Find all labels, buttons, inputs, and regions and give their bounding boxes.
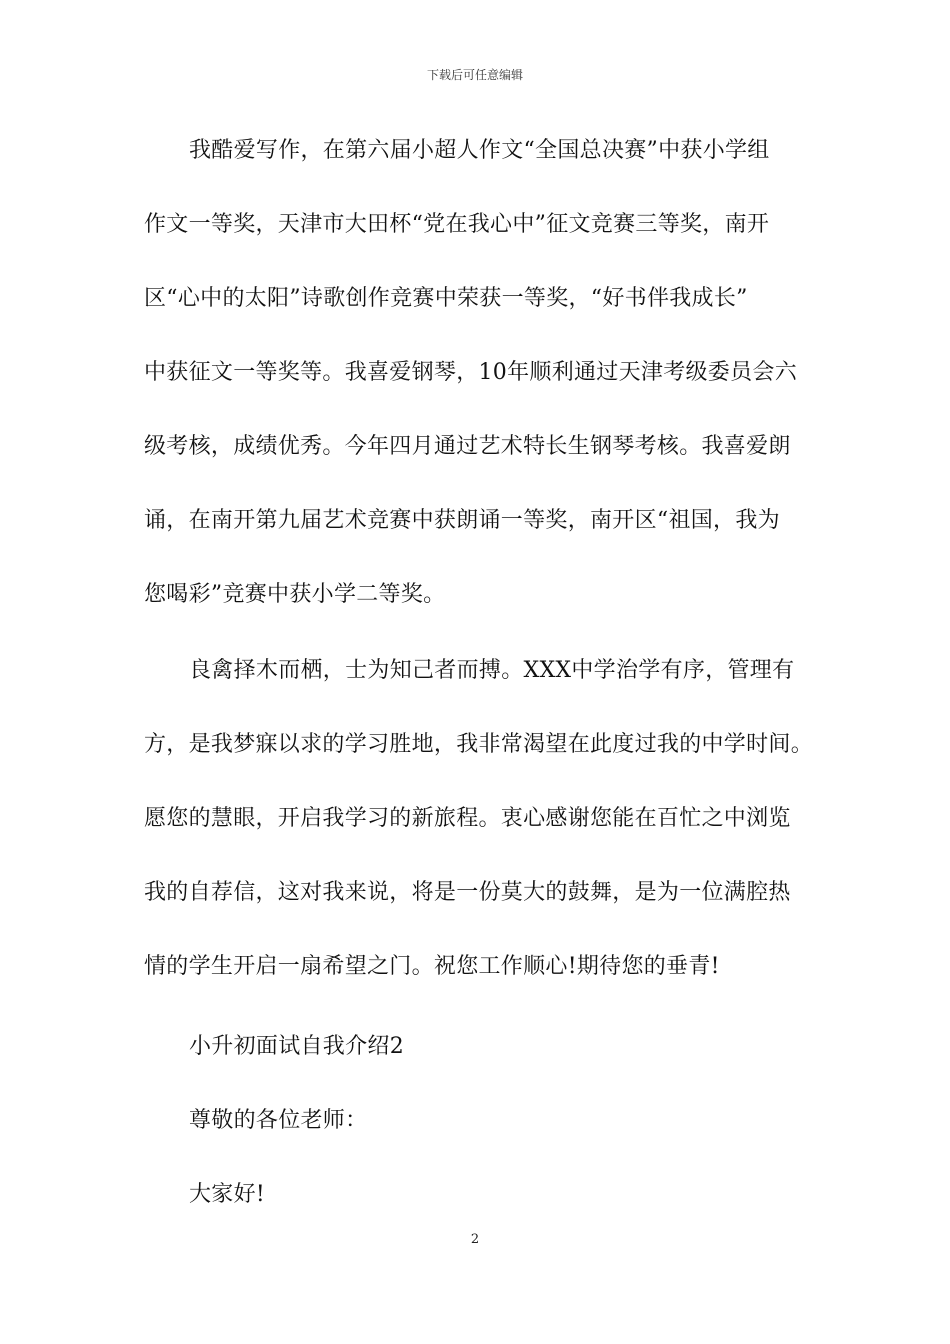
paragraph-1-line-1: 我酷爱写作，在第六届小超人作文“全国总决赛”中获小学组 [189, 138, 770, 163]
paragraph-2-line-1: 良禽择木而栖，士为知己者而搏。XXX中学治学有序，管理有 [189, 658, 795, 683]
page-number: 2 [470, 1232, 480, 1247]
paragraph-1-line-6: 诵，在南开第九届艺术竞赛中获朗诵一等奖，南开区“祖国，我为 [144, 508, 780, 533]
paragraph-1-line-3: 区“心中的太阳”诗歌创作竞赛中荣获一等奖，“好书伴我成长” [144, 286, 748, 311]
paragraph-2-line-4: 我的自荐信，这对我来说，将是一份莫大的鼓舞，是为一位满腔热 [144, 880, 791, 905]
section-title: 小升初面试自我介绍2 [189, 1034, 404, 1059]
paragraph-1-line-7: 您喝彩”竞赛中获小学二等奖。 [144, 582, 446, 607]
paragraph-1-line-5: 级考核，成绩优秀。今年四月通过艺术特长生钢琴考核。我喜爱朗 [144, 434, 791, 459]
greeting: 大家好! [189, 1182, 266, 1207]
paragraph-2-line-5: 情的学生开启一扇希望之门。祝您工作顺心!期待您的垂青! [144, 954, 720, 979]
page-header: 下载后可任意编辑 [426, 68, 523, 82]
paragraph-2-line-3: 愿您的慧眼，开启我学习的新旅程。衷心感谢您能在百忙之中浏览 [144, 806, 791, 831]
paragraph-1-line-4: 中获征文一等奖等。我喜爱钢琴，10年顺利通过天津考级委员会六 [144, 360, 797, 385]
paragraph-2-line-2: 方，是我梦寐以求的学习胜地，我非常渴望在此度过我的中学时间。 [144, 732, 814, 757]
salutation: 尊敬的各位老师： [189, 1108, 368, 1133]
paragraph-1-line-2: 作文一等奖，天津市大田杯“党在我心中”征文竞赛三等奖，南开 [144, 212, 770, 237]
